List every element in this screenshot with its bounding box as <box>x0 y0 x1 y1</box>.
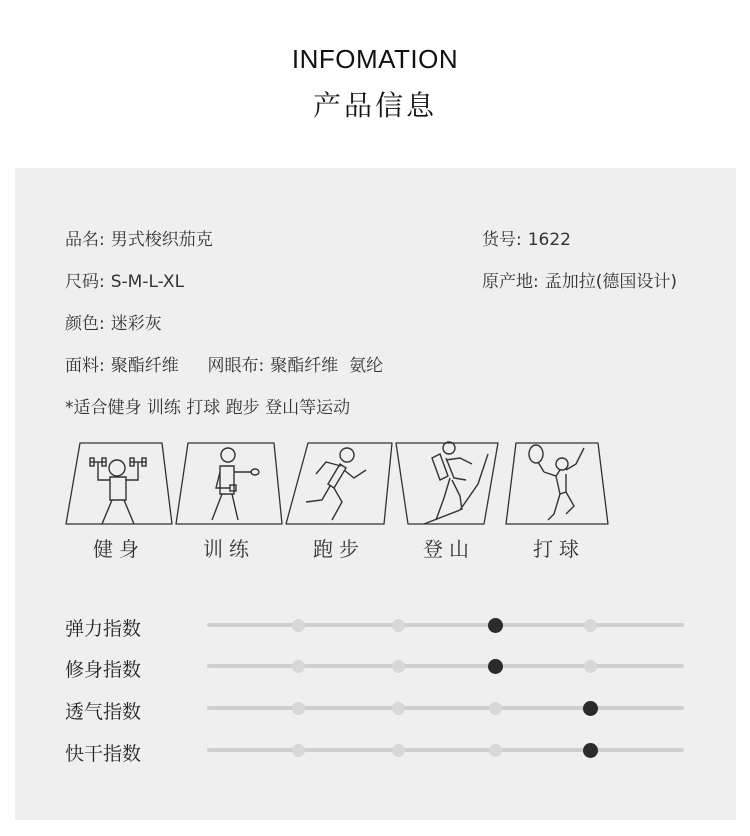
meter-breathability-track <box>207 706 684 710</box>
meter-stop <box>292 619 305 632</box>
fabric-value: 聚酯纤维 <box>110 356 179 376</box>
activity-ball <box>504 440 614 565</box>
meter-slim-fit-label: 修身指数 <box>65 659 142 681</box>
size-value: S-M-L-XL <box>110 272 185 292</box>
title-english: INFOMATION <box>291 44 459 74</box>
suitable-sports-note: *适合健身 训练 打球 跑步 登山等运动 <box>65 398 351 418</box>
meter-stop <box>392 702 405 715</box>
color-value: 迷彩灰 <box>110 314 162 334</box>
item-number-value: 1622 <box>527 230 571 250</box>
boxing-icon <box>174 440 284 532</box>
item-number-label: 货号 : <box>482 230 528 250</box>
meter-stop <box>292 702 305 715</box>
product-name-row <box>65 225 213 250</box>
meter-level-marker <box>583 743 598 758</box>
meter-stop <box>392 619 405 632</box>
product-name-value: 男式梭织茄克 <box>110 230 213 250</box>
activity-ball-label: 打球 <box>533 537 585 561</box>
item-number-row <box>482 225 571 250</box>
meter-elasticity-label: 弹力指数 <box>65 618 142 640</box>
meter-level-marker <box>488 659 503 674</box>
activity-running <box>284 440 394 565</box>
activity-climbing-label: 登山 <box>423 537 475 561</box>
color-label: 颜色 : <box>65 314 111 334</box>
meter-stop <box>489 702 502 715</box>
climbing-icon <box>394 440 504 532</box>
origin-value: 孟加拉(德国设计) <box>544 272 677 292</box>
size-row <box>65 267 184 292</box>
tennis-icon <box>504 440 614 532</box>
meter-stop <box>392 744 405 757</box>
meter-stop <box>292 744 305 757</box>
meter-level-marker <box>583 701 598 716</box>
title-chinese: 产品信息 <box>312 89 437 122</box>
activity-icons <box>64 440 624 565</box>
meter-level-marker <box>488 618 503 633</box>
meter-elasticity-track <box>207 623 684 627</box>
mesh-label: 网眼布 : <box>208 356 271 376</box>
meter-stop <box>292 660 305 673</box>
running-icon <box>284 440 394 532</box>
activity-fitness-label: 健身 <box>93 537 145 561</box>
activity-fitness <box>64 440 174 565</box>
meter-breathability-label: 透气指数 <box>65 701 142 723</box>
mesh-value: 聚酯纤维 氨纶 <box>270 356 384 376</box>
product-name-label: 品名 : <box>65 230 111 250</box>
fabric-label: 面料 : <box>65 356 111 376</box>
meter-quick-dry-label: 快干指数 <box>65 743 142 765</box>
fabric-row <box>65 351 383 376</box>
activity-running-label: 跑步 <box>313 537 365 561</box>
meter-slim-fit-track <box>207 664 684 668</box>
meter-quick-dry-track <box>207 748 684 752</box>
origin-row <box>482 267 677 292</box>
activity-training-label: 训练 <box>203 537 255 561</box>
meter-stop <box>584 619 597 632</box>
size-label: 尺码 : <box>65 272 111 292</box>
activity-climbing <box>394 440 504 565</box>
color-row <box>65 309 162 334</box>
fitness-icon <box>64 440 174 532</box>
origin-label: 原产地 : <box>482 272 545 292</box>
meter-stop <box>584 660 597 673</box>
activity-training <box>174 440 284 565</box>
meter-stop <box>489 744 502 757</box>
meter-stop <box>392 660 405 673</box>
